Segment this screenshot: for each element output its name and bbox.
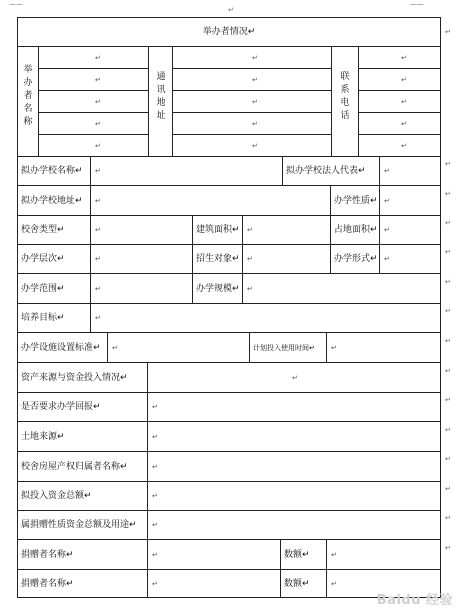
campus-type-value[interactable]: ↵: [91, 216, 193, 245]
facility-standard-label: 办学设施设置标准↵: [18, 333, 108, 363]
land-area-value[interactable]: ↵: [380, 216, 441, 245]
founder-name-1[interactable]: ↵: [39, 47, 149, 69]
amount-1-value[interactable]: ↵: [327, 540, 441, 570]
phone-1[interactable]: ↵: [359, 47, 441, 69]
row-end-mark: ↵: [445, 396, 451, 404]
school-name-label: 拟办学校名称↵: [18, 157, 91, 186]
phone-5[interactable]: ↵: [359, 135, 441, 157]
row-end-mark: ↵: [445, 248, 451, 256]
row-end-mark: ↵: [445, 514, 451, 522]
format-value[interactable]: ↵: [380, 245, 441, 274]
row-end-mark: ↵: [445, 455, 451, 463]
address-label-cell: [149, 47, 173, 157]
level-value[interactable]: ↵: [91, 245, 193, 274]
enrollment-target-value[interactable]: ↵: [243, 245, 331, 274]
donor-name-1-value[interactable]: ↵: [148, 540, 281, 570]
table-title: 举办者情况↵: [18, 18, 441, 47]
building-area-value[interactable]: ↵: [243, 216, 331, 245]
scope-value[interactable]: ↵: [91, 274, 193, 304]
row-end-mark: ↵: [445, 544, 451, 552]
donation-total-label: 属捐赠性质资金总额及用途↵: [18, 511, 148, 540]
donor-name-2-value[interactable]: ↵: [148, 570, 281, 598]
row-end-mark: ↵: [445, 485, 451, 493]
address-2[interactable]: ↵: [173, 69, 332, 91]
school-address-value[interactable]: ↵: [91, 186, 331, 216]
donor-name-2-label: 捐赠者名称↵: [18, 570, 148, 598]
contact-label-cell: [332, 47, 359, 157]
school-application-table: [17, 17, 441, 598]
row-end-mark: ↵: [445, 307, 451, 315]
phone-3[interactable]: ↵: [359, 91, 441, 113]
level-label: 办学层次↵: [18, 245, 91, 274]
format-label: 办学形式↵: [331, 245, 380, 274]
planned-use-time-value[interactable]: ↵: [327, 333, 441, 363]
founder-name-4[interactable]: ↵: [39, 113, 149, 135]
property-owner-label: 校舍房屋产权归属者名称↵: [18, 452, 148, 482]
phone-4[interactable]: ↵: [359, 113, 441, 135]
founder-label: 举办者名称: [23, 65, 33, 127]
founder-label-cell: [18, 47, 39, 157]
top-paragraph-mark: ↵: [228, 6, 234, 14]
school-nature-value[interactable]: ↵: [380, 186, 441, 216]
address-3[interactable]: ↵: [173, 91, 332, 113]
legal-rep-value[interactable]: ↵: [380, 157, 441, 186]
amount-1-label: 数额↵: [281, 540, 327, 570]
asset-source-label: 资产来源与资金投入情况↵: [18, 363, 148, 393]
enrollment-target-label: 招生对象↵: [193, 245, 243, 274]
row-end-mark: ↵: [445, 367, 451, 375]
school-address-label: 拟办学校地址↵: [18, 186, 91, 216]
legal-rep-label: 拟办学校法人代表↵: [283, 157, 380, 186]
scope-label: 办学范围↵: [18, 274, 91, 304]
baidu-watermark: Baidu 经验: [376, 593, 453, 608]
training-goal-label: 培养目标↵: [18, 304, 91, 333]
donor-name-1-label: 捐赠者名称↵: [18, 540, 148, 570]
founder-name-2[interactable]: ↵: [39, 69, 149, 91]
contact-label: 联系电话: [340, 72, 350, 121]
page-corner-mark-left: ——: [9, 0, 23, 8]
address-5[interactable]: ↵: [173, 135, 332, 157]
land-source-value[interactable]: ↵: [148, 422, 441, 452]
seek-return-label: 是否要求办学回报↵: [18, 393, 148, 422]
phone-2[interactable]: ↵: [359, 69, 441, 91]
campus-type-label: 校舍类型↵: [18, 216, 91, 245]
land-source-label: 土地来源↵: [18, 422, 148, 452]
donation-total-value[interactable]: ↵: [148, 511, 441, 540]
building-area-label: 建筑面积↵: [193, 216, 243, 245]
scale-value[interactable]: ↵: [243, 274, 441, 304]
row-end-mark: ↵: [445, 426, 451, 434]
address-4[interactable]: ↵: [173, 113, 332, 135]
asset-source-value[interactable]: ↵: [148, 363, 441, 393]
training-goal-value[interactable]: ↵: [91, 304, 441, 333]
row-end-mark: ↵: [445, 337, 451, 345]
land-area-label: 占地面积↵: [331, 216, 380, 245]
row-end-mark: ↵: [445, 160, 451, 168]
school-name-value[interactable]: ↵: [91, 157, 283, 186]
founder-name-3[interactable]: ↵: [39, 91, 149, 113]
amount-2-value[interactable]: ↵: [327, 570, 441, 598]
address-label: 通讯地址: [156, 72, 166, 121]
founder-name-5[interactable]: ↵: [39, 135, 149, 157]
amount-2-label: 数额↵: [281, 570, 327, 598]
seek-return-value[interactable]: ↵: [148, 393, 441, 422]
school-nature-label: 办学性质↵: [331, 186, 380, 216]
page-corner-mark-right: ——: [410, 0, 424, 8]
planned-use-time-label: 计划投入使用时间↵: [250, 333, 327, 363]
facility-standard-value[interactable]: ↵: [108, 333, 250, 363]
row-end-mark: ↵: [445, 278, 451, 286]
row-end-mark: ↵: [445, 190, 451, 198]
row-end-mark: ↵: [445, 28, 451, 36]
planned-investment-value[interactable]: ↵: [148, 482, 441, 511]
scale-label: 办学规模↵: [193, 274, 243, 304]
row-end-mark: ↵: [445, 219, 451, 227]
property-owner-value[interactable]: ↵: [148, 452, 441, 482]
planned-investment-label: 拟投入资金总额↵: [18, 482, 148, 511]
address-1[interactable]: ↵: [173, 47, 332, 69]
